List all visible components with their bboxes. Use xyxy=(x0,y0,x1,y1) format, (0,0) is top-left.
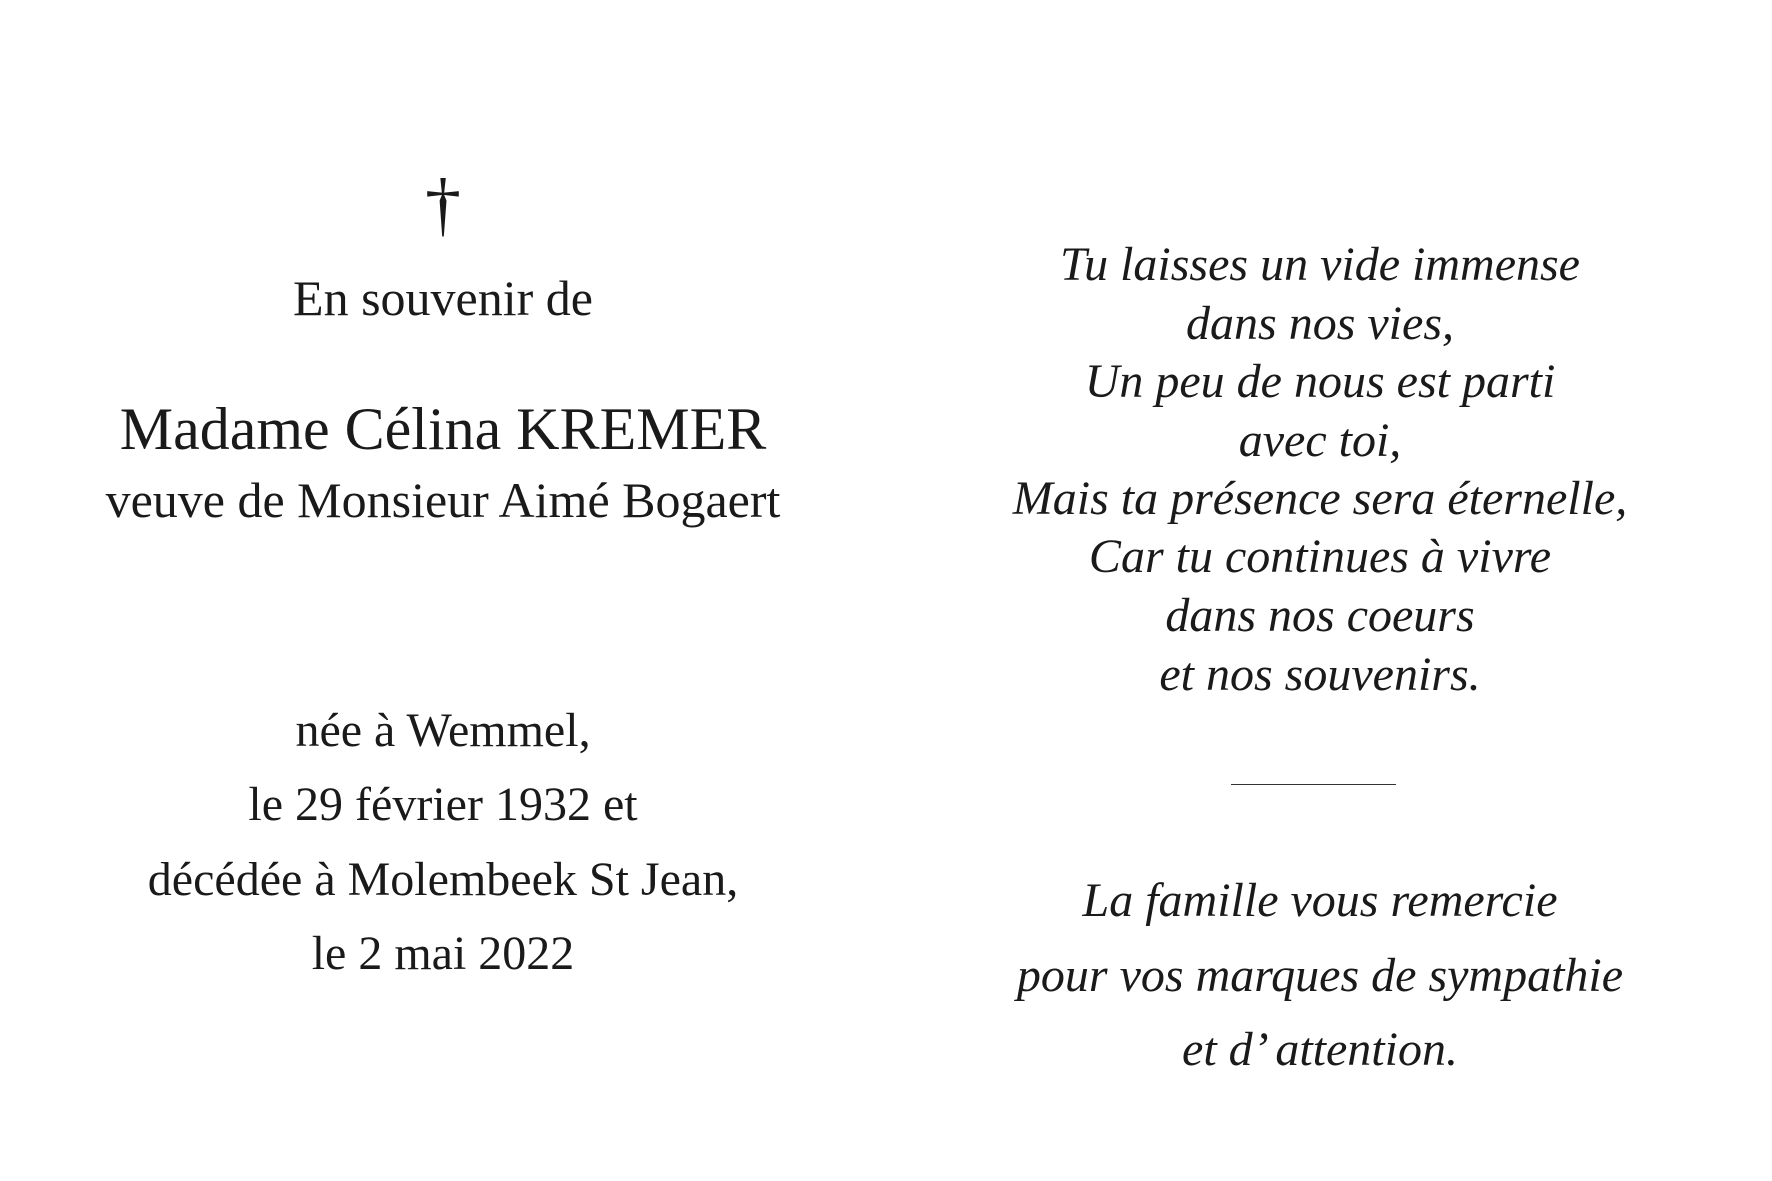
birth-place: née à Wemmel, xyxy=(295,704,591,757)
poem-line: et nos souvenirs. xyxy=(1159,648,1481,701)
poem-line: Mais ta présence sera éternelle, xyxy=(1012,472,1628,525)
separator-line xyxy=(1231,784,1396,785)
poem-line: Car tu continues à vivre xyxy=(1088,530,1552,583)
death-date: le 2 mai 2022 xyxy=(311,927,575,980)
deceased-name: Madame Célina KREMER xyxy=(119,396,767,462)
birth-date: le 29 février 1932 et xyxy=(248,778,638,831)
thanks-line: La famille vous remercie xyxy=(1082,874,1558,927)
poem-line: Tu laisses un vide immense xyxy=(1060,238,1580,291)
cross-icon: † xyxy=(425,164,461,244)
spouse-line: veuve de Monsieur Aimé Bogaert xyxy=(105,472,781,528)
poem-line: dans nos coeurs xyxy=(1165,589,1475,642)
thanks-line: et d’ attention. xyxy=(1182,1023,1458,1076)
death-place: décédée à Molembeek St Jean, xyxy=(147,853,739,906)
poem-line: avec toi, xyxy=(1238,414,1402,467)
thanks-line: pour vos marques de sympathie xyxy=(1016,949,1624,1002)
poem-line: dans nos vies, xyxy=(1186,297,1454,350)
poem-line: Un peu de nous est parti xyxy=(1084,355,1556,408)
intro-text: En souvenir de xyxy=(293,270,593,326)
